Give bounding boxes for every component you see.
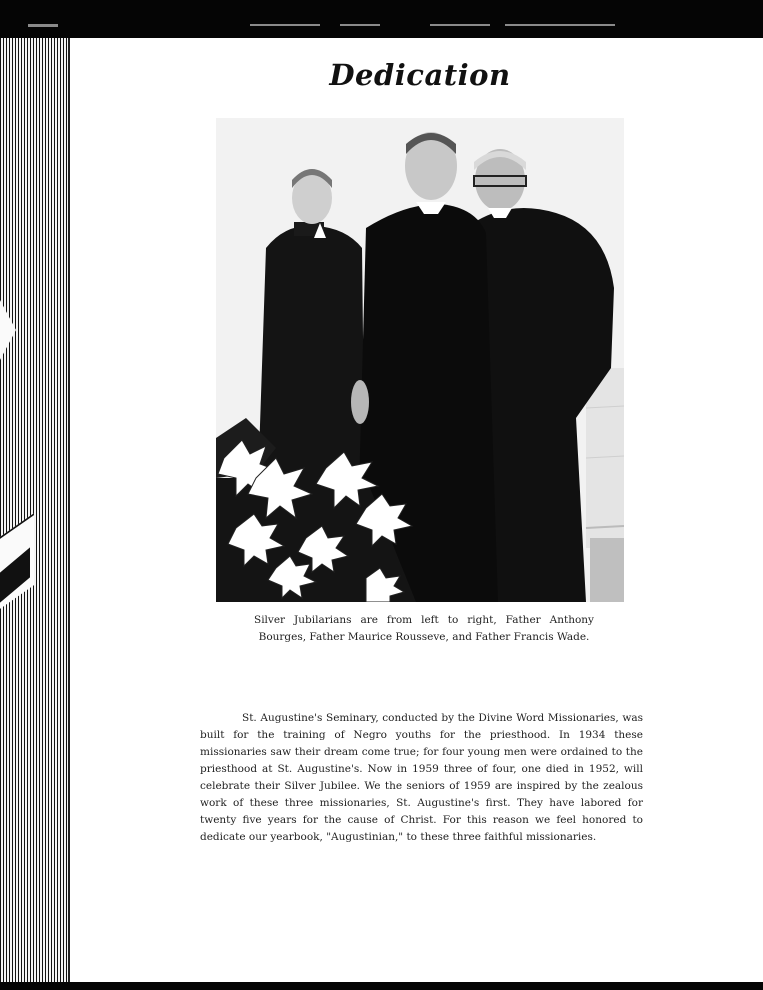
photo-illustration [216,118,624,602]
scan-noise [28,24,58,27]
dedication-paragraph: St. Augustine's Seminary, conducted by the Divine Word Missionaries, was built for the training of Negro youths for the priesthood. In 1934 these missionaries saw their dream come true; for four young men were ordained to the priesthood at St. Augustine's. Now in 1959 three of four, one died in 1952, will celebrate their Silver Jubilee. We the seniors of 1959 are inspired by the zealous work of these three missionaries, St. Augustine's first. They have labored for twenty five years for the cause of Christ. For this reason we feel honored to dedicate our yearbook, "Augustinian," to these three faithful missionaries. [200,712,643,843]
scan-noise [505,24,615,26]
bottom-scan-border [0,982,763,990]
top-scan-border [0,0,763,38]
margin-edge [68,38,70,990]
jubilarians-photo [216,118,624,602]
margin-shape-top [0,300,16,360]
scan-noise [340,24,380,26]
striped-page-margin [0,38,70,990]
scan-noise [250,24,320,26]
photo-caption: Silver Jubilarians are from left to right, Father Anthony Bourges, Father Maurice Rousseve, and Father Francis Wade. [254,614,594,643]
scan-noise [430,24,490,26]
page-title: Dedication [329,58,511,92]
